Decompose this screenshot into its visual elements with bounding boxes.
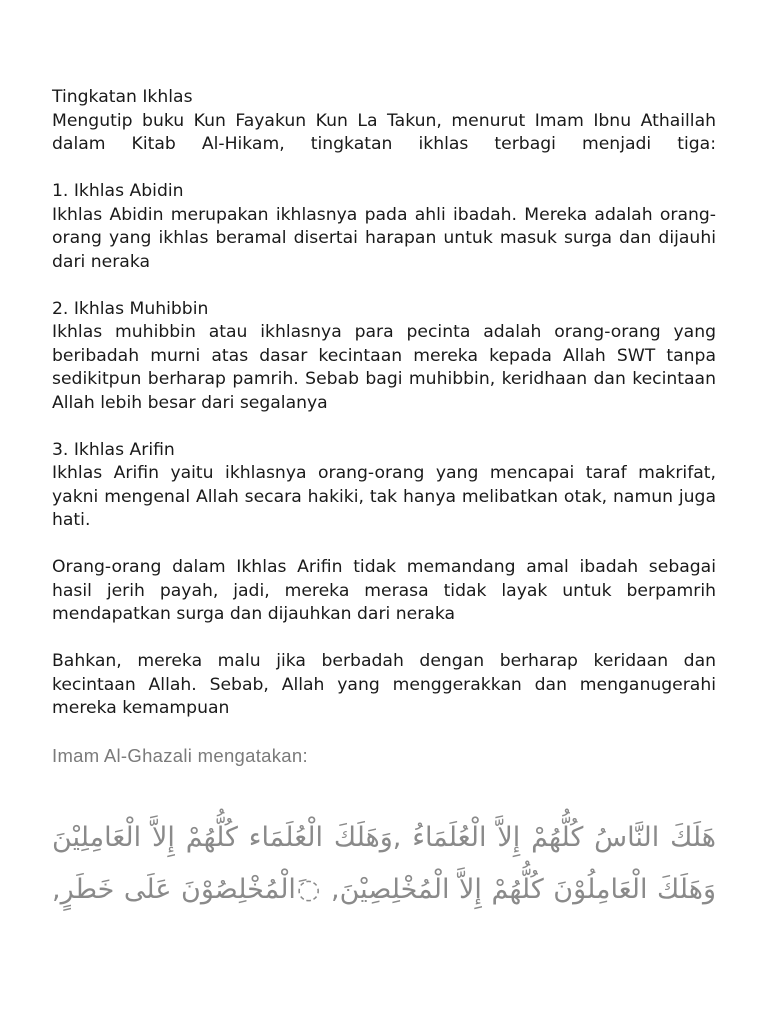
intro-line-1: Mengutip buku Kun Fayakun Kun La Takun, menurut Imam Ibnu Athaillah <box>52 110 716 131</box>
document-heading: Tingkatan Ikhlas <box>52 87 193 107</box>
section-body-abidin: Ikhlas Abidin merupakan ikhlasnya pada ahli ibadah. Mereka adalah orang-orang yang ikhlas beramal disertai harapan untuk masuk surga dan dijauhi dari neraka <box>52 204 716 272</box>
paragraph-bahkan: Bahkan, mereka malu jika berbadah dengan berharap keridaan dan kecintaan Allah. Sebab, Allah yang menggerakkan dan menganugerahi mereka kemampuan <box>52 651 716 718</box>
arabic-quote-line-1: هَلَكَ النَّاسُ كُلُّهُمْ إِلاَّ الْعُلَمَاءُ ,وَهَلَكَ الْعُلَمَاء كُلُّهُمْ إِلاَّ الْعَامِلِيْنَ <box>52 822 716 853</box>
quote-intro: Imam Al-Ghazali mengatakan: <box>52 745 308 766</box>
section-body-arifin: Ikhlas Arifin yaitu ikhlasnya orang-orang yang mencapai taraf makrifat, yakni mengenal Allah secara hakiki, tak hanya melibatkan otak, namun juga hati. <box>52 463 716 530</box>
intro-line-2: dalam Kitab Al-Hikam, tingkatan ikhlas terbagi menjadi tiga: <box>52 134 716 154</box>
section-title-arifin: 3. Ikhlas Arifin <box>52 439 175 460</box>
spacer <box>52 415 716 439</box>
document-body <box>52 86 716 768</box>
section-body-muhibbin: Ikhlas muhibbin atau ikhlasnya para pecinta adalah orang-orang yang beribadah murni atas dasar kecintaan mereka kepada Allah SWT tanpa sedikitpun berharap pamrih. Sebab bagi muhibbin, keridhaan dan kecintaan Allah lebih besar dari segalanya <box>52 322 716 413</box>
spacer <box>52 274 716 298</box>
spacer <box>52 157 716 181</box>
paragraph-arifin-amal: Orang-orang dalam Ikhlas Arifin tidak memandang amal ibadah sebagai hasil jerih payah, jadi, mereka merasa tidak layak untuk berpamrih mendapatkan surga dan dijauhkan dari neraka <box>52 557 716 624</box>
arabic-quote-line-2: وَهَلَكَ الْعَامِلُوْنَ كُلُّهُمْ إِلاَّ الْمُخْلِصِيْنَ, ◌َالْمُخْلِصُوْنَ عَلَى خَطَرٍ, <box>52 874 716 905</box>
spacer <box>52 533 716 557</box>
section-title-abidin: 1. Ikhlas Abidin <box>52 181 184 201</box>
spacer <box>52 721 716 745</box>
section-title-muhibbin: 2. Ikhlas Muhibbin <box>52 298 209 319</box>
spacer <box>52 627 716 651</box>
